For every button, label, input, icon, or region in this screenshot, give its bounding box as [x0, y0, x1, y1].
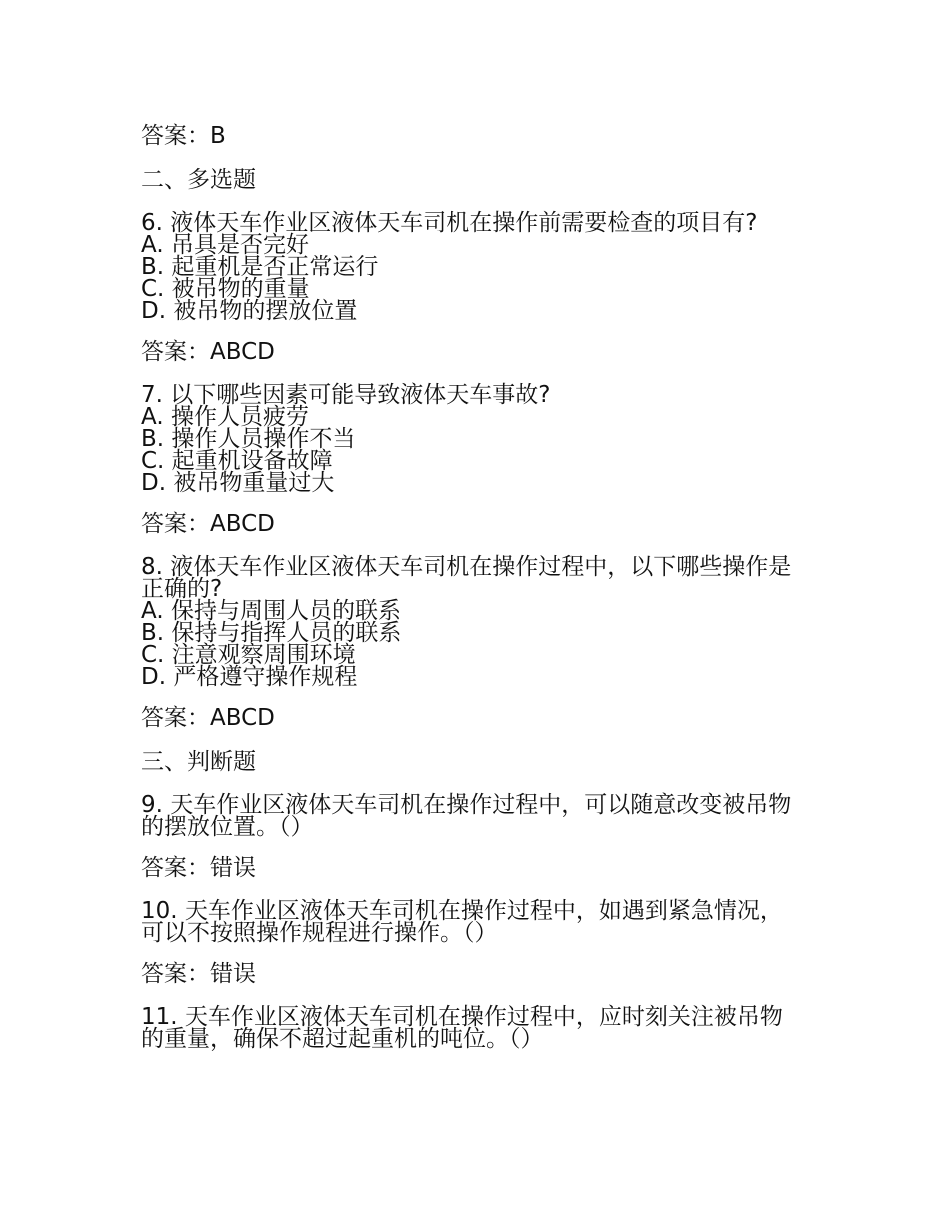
question-6	[141, 212, 831, 322]
question-10	[141, 900, 831, 944]
question-text: 10. 天车作业区液体天车司机在操作过程中，如遇到紧急情况，可以不按照操作规程进行操作。（）	[141, 898, 783, 946]
option-a: A. 吊具是否完好	[141, 232, 309, 258]
question-7	[141, 384, 831, 494]
question-text: 9. 天车作业区液体天车司机在操作过程中，可以随意改变被吊物的摆放位置。（）	[141, 792, 792, 840]
section-heading-true-false: 三、判断题	[141, 749, 256, 775]
option-a: A. 操作人员疲劳	[141, 404, 309, 430]
answer-q5: 答案：B	[141, 123, 226, 149]
option-d: D. 被吊物重量过大	[141, 470, 335, 496]
question-8	[141, 556, 831, 688]
option-d: D. 严格遵守操作规程	[141, 664, 358, 690]
question-text: 8. 液体天车作业区液体天车司机在操作过程中，以下哪些操作是正确的?	[141, 554, 792, 602]
option-c: C. 被吊物的重量	[141, 276, 310, 302]
option-b: B. 起重机是否正常运行	[141, 254, 379, 280]
option-a: A. 保持与周围人员的联系	[141, 598, 401, 624]
question-text: 6. 液体天车作业区液体天车司机在操作前需要检查的项目有?	[141, 210, 758, 236]
option-b: B. 保持与指挥人员的联系	[141, 620, 402, 646]
option-b: B. 操作人员操作不当	[141, 426, 356, 452]
question-11	[141, 1006, 831, 1050]
answer-q8: 答案：ABCD	[141, 705, 275, 731]
question-9	[141, 794, 831, 838]
answer-q9: 答案：错误	[141, 855, 256, 881]
document-page	[141, 124, 831, 1068]
option-c: C. 起重机设备故障	[141, 448, 333, 474]
option-d: D. 被吊物的摆放位置	[141, 298, 358, 324]
answer-q7: 答案：ABCD	[141, 511, 275, 537]
section-heading-multiple-choice: 二、多选题	[141, 167, 256, 193]
question-text: 7. 以下哪些因素可能导致液体天车事故?	[141, 382, 551, 408]
answer-q6: 答案：ABCD	[141, 339, 275, 365]
option-c: C. 注意观察周围环境	[141, 642, 356, 668]
answer-q10: 答案：错误	[141, 961, 256, 987]
question-text: 11. 天车作业区液体天车司机在操作过程中，应时刻关注被吊物的重量，确保不超过起重机的吨位。（）	[141, 1004, 783, 1052]
